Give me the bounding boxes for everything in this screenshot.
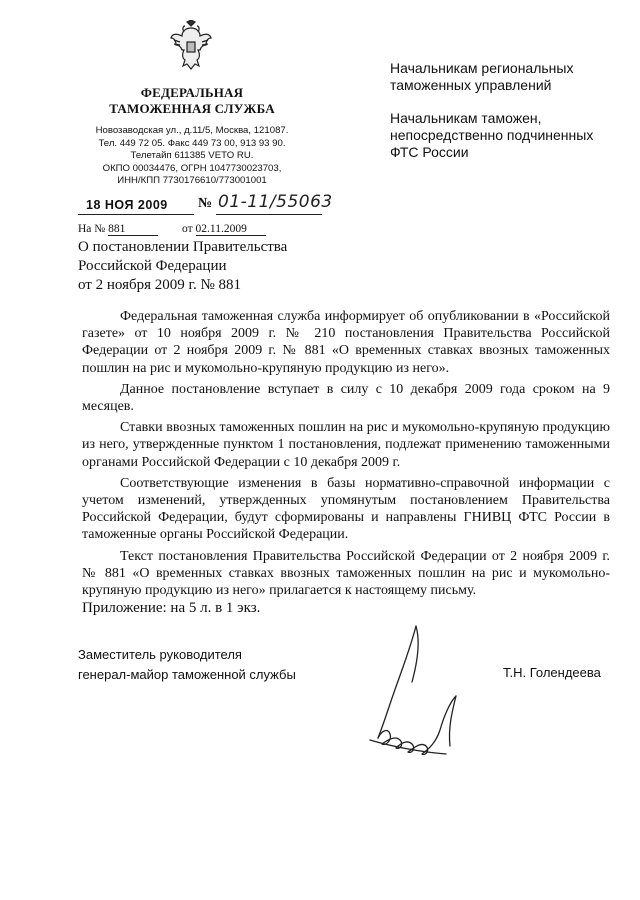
emblem-icon xyxy=(170,20,212,72)
position-line: генерал-майор таможенной службы xyxy=(78,667,296,682)
reference-date-label: от xyxy=(182,223,193,235)
signature-icon xyxy=(360,620,480,770)
signer-position xyxy=(78,645,296,685)
reference-date xyxy=(182,223,266,236)
organization-address xyxy=(70,125,314,188)
org-line-2: ТАМОЖЕННАЯ СЛУЖБА xyxy=(109,101,275,116)
attachment-note: Приложение: на 5 л. в 1 экз. xyxy=(82,600,261,616)
address-line: ИНН/КПП 7730176610/773001001 xyxy=(117,175,267,186)
reference-number-value: 881 xyxy=(108,223,158,236)
registration-number: 01-11/55063 xyxy=(218,192,333,212)
recipient-block xyxy=(390,60,620,94)
subject-line: О постановлении Правительства xyxy=(78,239,288,255)
recipient-line: непосредственно подчиненных xyxy=(390,127,594,143)
recipient-line: Начальникам региональных xyxy=(390,60,574,76)
reference-number-label: На № xyxy=(78,223,106,235)
registration-date-stamp: 18 НОЯ 2009 xyxy=(86,198,168,212)
organization-name xyxy=(70,85,314,117)
reference-date-value: 02.11.2009 xyxy=(196,223,266,236)
address-line: Новозаводская ул., д.11/5, Москва, 121087. xyxy=(95,125,289,136)
body-paragraph: Ставки ввозных таможенных пошлин на рис и мукомольно-крупяную продукцию из него, утвержденные пунктом 1 постановления, подлежат применению таможенными органами Российской Федерации с 10 декабря 2009 г. xyxy=(82,420,610,470)
date-underline xyxy=(78,214,194,215)
recipient-line: ФТС России xyxy=(390,144,469,160)
registration-line xyxy=(78,192,333,218)
address-line: ОКПО 00034476, ОГРН 1047730023703, xyxy=(102,162,282,174)
body-paragraph: Текст постановления Правительства Российской Федерации от 2 ноября 2009 г. № 881 «О временных ставках ввозных таможенных пошлин на рис и мукомольно-крупяную продукцию из него» прилагается к настоящему письму. xyxy=(82,548,610,599)
body-paragraph: Данное постановление вступает в силу с 10 декабря 2009 года сроком на 9 месяцев. xyxy=(82,381,610,415)
recipient-block xyxy=(390,110,620,161)
address-line: Телетайп 611385 VETO RU. xyxy=(130,150,254,161)
body-paragraph: Соответствующие изменения в базы нормативно-справочной информации с учетом изменений, утвержденных упомянутым постановлением Правительства Российской Федерации, будут сформированы и направлены ГНИВЦ ФТС России в таможенные органы Российской Федерации. xyxy=(82,475,610,543)
recipient-line: Начальникам таможен, xyxy=(390,110,542,126)
letter-subject xyxy=(78,238,378,295)
subject-line: от 2 ноября 2009 г. № 881 xyxy=(78,277,242,293)
signer-name: Т.Н. Голендеева xyxy=(503,665,601,680)
reference-number xyxy=(78,223,158,236)
recipient-line: таможенных управлений xyxy=(390,77,552,93)
recipients xyxy=(390,60,620,177)
subject-line: Российской Федерации xyxy=(78,258,227,274)
letter-body xyxy=(82,308,610,603)
number-underline xyxy=(216,214,322,215)
position-line: Заместитель руководителя xyxy=(78,647,242,662)
number-label: № xyxy=(198,196,213,211)
body-paragraph: Федеральная таможенная служба информирует об опубликовании в «Российской газете» от 10 ноября 2009 г. № 210 постановления Правительства Российской Федерации от 2 ноября 2009 г. № 881 «О временных ставках ввозных таможенных пошлин на рис и мукомольно-крупяную продукцию из него». xyxy=(82,309,610,376)
address-line: Тел. 449 72 05. Факс 449 73 00, 913 93 90. xyxy=(98,137,286,149)
org-line-1: ФЕДЕРАЛЬНАЯ xyxy=(140,85,244,100)
